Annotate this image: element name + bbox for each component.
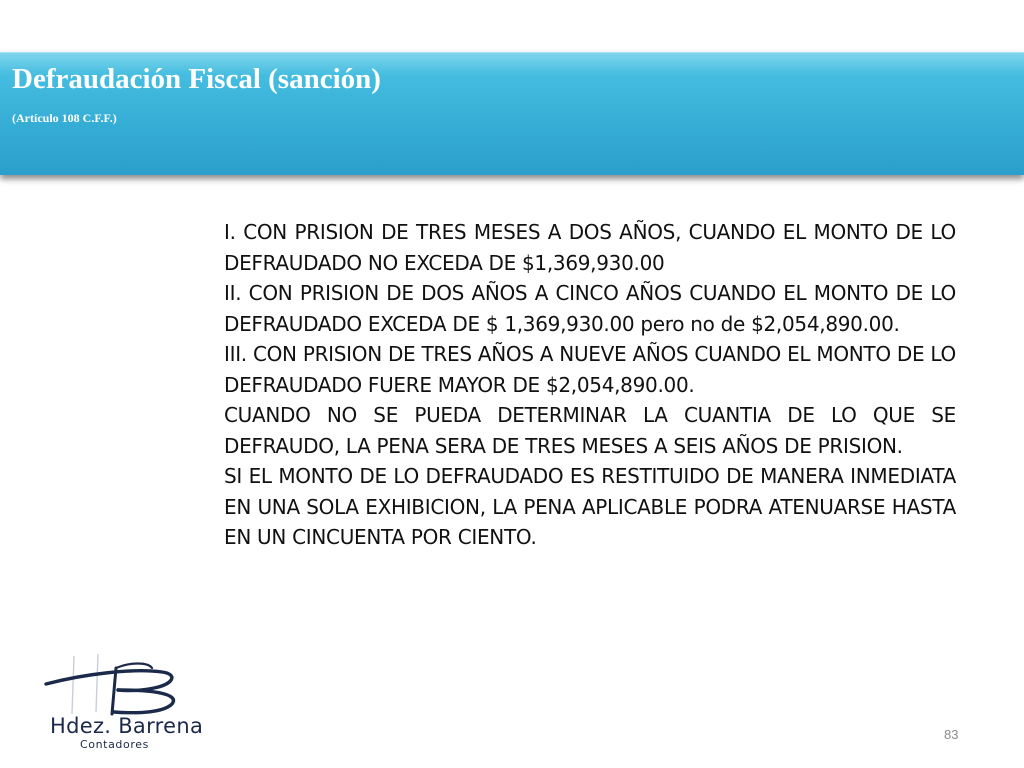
slide-title: Defraudación Fiscal (sanción)	[12, 63, 381, 95]
paragraph-fraction-ii: II. CON PRISION DE DOS AÑOS A CINCO AÑOS CUANDO EL MONTO DE LO DEFRAUDADO EXCEDA DE $ 1,369,930.00 pero no de $2,054,890.00.	[224, 281, 956, 336]
slide-subtitle: (Artículo 108 C.F.F.)	[12, 111, 117, 125]
page-number: 83	[944, 727, 959, 742]
company-logo	[44, 650, 204, 754]
paragraph-undetermined-amount: CUANDO NO SE PUEDA DETERMINAR LA CUANTIA DE LO QUE SE DEFRAUDO, LA PENA SERA DE TRES MESES A SEIS AÑOS DE PRISION.	[224, 403, 956, 458]
hb-monogram-icon	[44, 650, 204, 720]
title-banner	[0, 52, 1024, 175]
paragraph-fraction-i: I. CON PRISION DE TRES MESES A DOS AÑOS, CUANDO EL MONTO DE LO DEFRAUDADO NO EXCEDA DE $1,369,930.00	[224, 220, 956, 275]
logo-name: Hdez. Barrena	[50, 714, 204, 738]
logo-subtitle: Contadores	[80, 738, 149, 751]
paragraph-restitution: SI EL MONTO DE LO DEFRAUDADO ES RESTITUIDO DE MANERA INMEDIATA EN UNA SOLA EXHIBICION, LA PENA APLICABLE PODRA ATENUARSE HASTA EN UN CINCUENTA POR CIENTO.	[224, 464, 956, 549]
body-text	[224, 217, 956, 553]
paragraph-fraction-iii: III. CON PRISION DE TRES AÑOS A NUEVE AÑOS CUANDO EL MONTO DE LO DEFRAUDADO FUERE MAYOR DE $2,054,890.00.	[224, 342, 956, 397]
